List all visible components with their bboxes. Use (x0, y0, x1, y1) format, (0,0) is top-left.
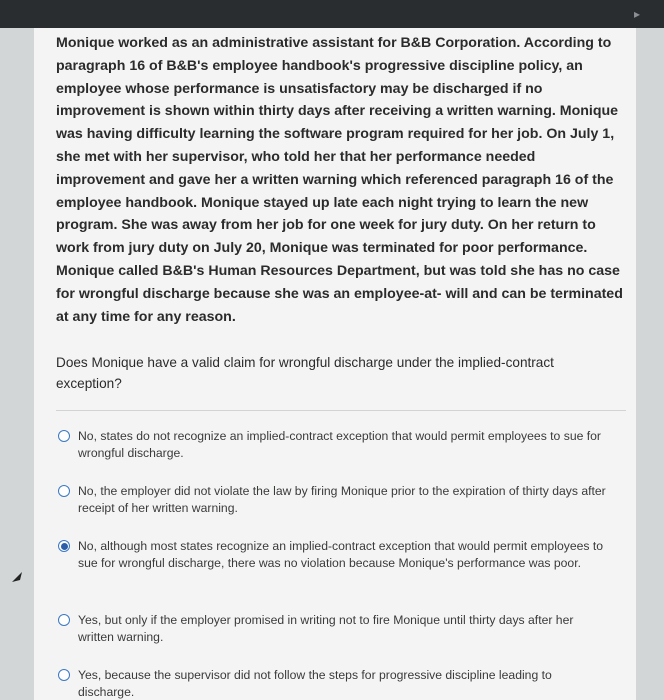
answer-option-label: Yes, but only if the employer promised in writing not to fire Monique until thirty days after her written warning. (78, 613, 574, 644)
mouse-cursor-icon (8, 568, 28, 588)
collapse-arrow-icon[interactable]: ▸ (634, 7, 641, 21)
question-card (34, 28, 636, 700)
radio-button[interactable] (58, 669, 70, 681)
answer-option-label: Yes, because the supervisor did not follow the steps for progressive discipline leading to discharge. (78, 668, 552, 699)
divider (56, 410, 626, 411)
answer-option-label: No, the employer did not violate the law by firing Monique prior to the expiration of thirty days after receipt of her written warning. (78, 484, 606, 515)
left-margin (0, 28, 34, 700)
question-prompt: Does Monique have a valid claim for wrongful discharge under the implied-contract exception? (56, 355, 554, 391)
radio-button[interactable] (58, 430, 70, 442)
top-bar (0, 0, 664, 28)
radio-button-selected[interactable] (58, 540, 70, 552)
answer-option-label: No, states do not recognize an implied-contract exception that would permit employees to sue for wrongful discharge. (78, 429, 601, 460)
right-margin (636, 28, 664, 700)
scenario-passage: Monique worked as an administrative assistant for B&B Corporation. According to paragraph 16 of B&B's employee handbook's progressive discipline policy, an employee whose performance is unsatisfactory may be discharged if no improvement is shown within thirty days after receiving a written warning. Monique was having difficulty learning the software program required for her job. On July 1, she met with her supervisor, who told her that her performance needed improvement and gave her a written warning which referenced paragraph 16 of the employee handbook. Monique stayed up late each night trying to learn the new program. She was away from her job for one week for jury duty. On her return to work from jury duty on July 20, Monique was terminated for poor performance. Monique called B&B's Human Resources Department, but was told she has no case for wrongful discharge because she was an employee-at- will and can be terminated at any time for any reason. (56, 35, 623, 325)
answer-option-label: No, although most states recognize an implied-contract exception that would permit employees to sue for wrongful discharge, there was no violation because Monique's performance was poor. (78, 539, 604, 570)
radio-button[interactable] (58, 614, 70, 626)
radio-button[interactable] (58, 485, 70, 497)
